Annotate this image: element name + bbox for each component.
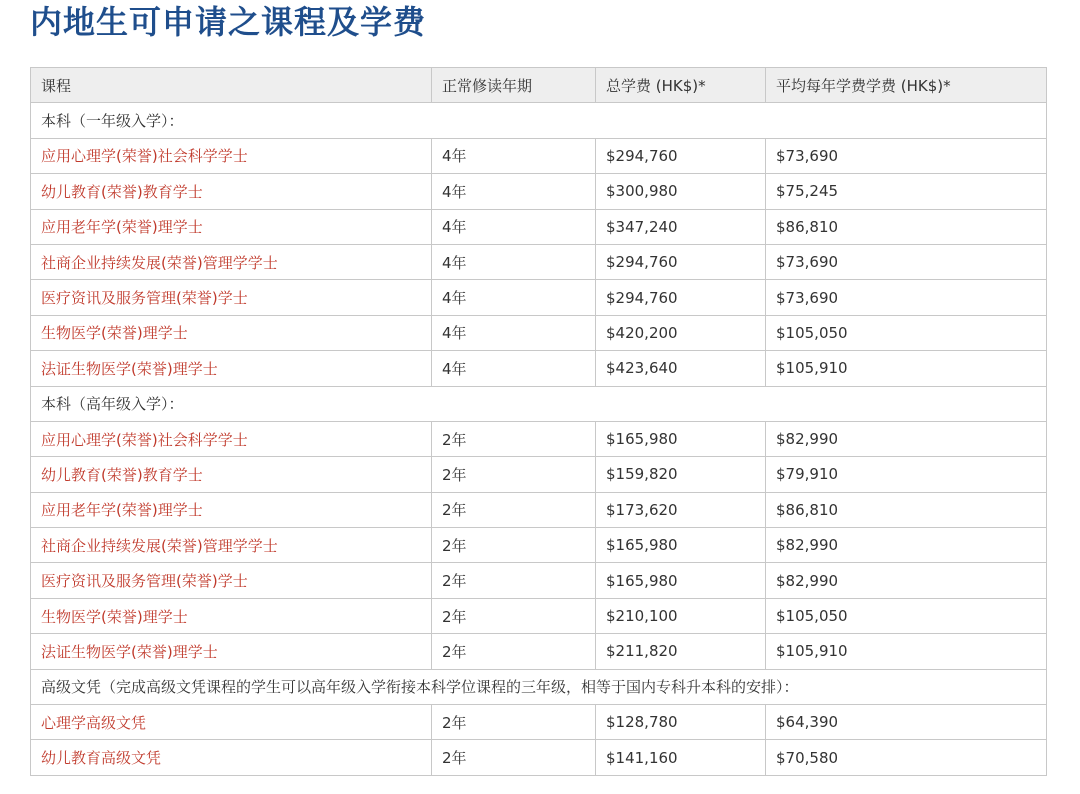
- total-fee-cell: $141,160: [596, 740, 766, 775]
- annual-fee-cell: $82,990: [766, 563, 1047, 598]
- annual-fee-cell: $86,810: [766, 209, 1047, 244]
- duration-cell: 2年: [432, 492, 596, 527]
- total-fee-cell: $210,100: [596, 598, 766, 633]
- course-link[interactable]: 医疗资讯及服务管理(荣誉)学士: [31, 563, 432, 598]
- total-fee-cell: $294,760: [596, 244, 766, 279]
- total-fee-cell: $423,640: [596, 351, 766, 386]
- table-row: [31, 457, 1047, 492]
- annual-fee-cell: $79,910: [766, 457, 1047, 492]
- annual-fee-cell: $64,390: [766, 705, 1047, 740]
- header-annual-fee: 平均每年学费学费 (HK$)*: [766, 68, 1047, 103]
- total-fee-cell: $420,200: [596, 315, 766, 350]
- table-row: [31, 634, 1047, 669]
- total-fee-cell: $294,760: [596, 280, 766, 315]
- table-row: [31, 351, 1047, 386]
- total-fee-cell: $165,980: [596, 421, 766, 456]
- duration-cell: 2年: [432, 705, 596, 740]
- duration-cell: 4年: [432, 174, 596, 209]
- course-link[interactable]: 法证生物医学(荣誉)理学士: [31, 351, 432, 386]
- total-fee-cell: $211,820: [596, 634, 766, 669]
- table-row: [31, 280, 1047, 315]
- duration-cell: 2年: [432, 740, 596, 775]
- duration-cell: 2年: [432, 528, 596, 563]
- annual-fee-cell: $82,990: [766, 528, 1047, 563]
- annual-fee-cell: $105,050: [766, 315, 1047, 350]
- course-link[interactable]: 应用心理学(荣誉)社会科学学士: [31, 421, 432, 456]
- table-row: [31, 705, 1047, 740]
- annual-fee-cell: $73,690: [766, 280, 1047, 315]
- course-link[interactable]: 应用心理学(荣誉)社会科学学士: [31, 138, 432, 173]
- annual-fee-cell: $86,810: [766, 492, 1047, 527]
- duration-cell: 4年: [432, 315, 596, 350]
- annual-fee-cell: $73,690: [766, 138, 1047, 173]
- table-row: [31, 138, 1047, 173]
- annual-fee-cell: $75,245: [766, 174, 1047, 209]
- course-link[interactable]: 心理学高级文凭: [31, 705, 432, 740]
- course-link[interactable]: 幼儿教育高级文凭: [31, 740, 432, 775]
- course-link[interactable]: 幼儿教育(荣誉)教育学士: [31, 174, 432, 209]
- course-link[interactable]: 医疗资讯及服务管理(荣誉)学士: [31, 280, 432, 315]
- annual-fee-cell: $70,580: [766, 740, 1047, 775]
- fee-table: [30, 67, 1047, 776]
- course-link[interactable]: 生物医学(荣誉)理学士: [31, 315, 432, 350]
- header-course: 课程: [31, 68, 432, 103]
- course-link[interactable]: 法证生物医学(荣誉)理学士: [31, 634, 432, 669]
- section-title: 本科（一年级入学）：: [31, 103, 1047, 138]
- header-total-fee: 总学费 (HK$)*: [596, 68, 766, 103]
- duration-cell: 2年: [432, 457, 596, 492]
- course-link[interactable]: 社商企业持续发展(荣誉)管理学学士: [31, 528, 432, 563]
- duration-cell: 2年: [432, 598, 596, 633]
- table-header-row: [31, 68, 1047, 103]
- course-link[interactable]: 应用老年学(荣誉)理学士: [31, 492, 432, 527]
- course-link[interactable]: 社商企业持续发展(荣誉)管理学学士: [31, 244, 432, 279]
- annual-fee-cell: $105,910: [766, 634, 1047, 669]
- course-link[interactable]: 生物医学(荣誉)理学士: [31, 598, 432, 633]
- section-title: 本科（高年级入学）：: [31, 386, 1047, 421]
- total-fee-cell: $165,980: [596, 563, 766, 598]
- duration-cell: 4年: [432, 280, 596, 315]
- duration-cell: 4年: [432, 351, 596, 386]
- header-duration: 正常修读年期: [432, 68, 596, 103]
- table-row: [31, 528, 1047, 563]
- duration-cell: 4年: [432, 209, 596, 244]
- annual-fee-cell: $105,050: [766, 598, 1047, 633]
- section-title: 高级文凭（完成高级文凭课程的学生可以高年级入学衔接本科学位课程的三年级，相等于国内专科升本科的安排）：: [31, 669, 1047, 704]
- total-fee-cell: $165,980: [596, 528, 766, 563]
- table-row: [31, 421, 1047, 456]
- total-fee-cell: $300,980: [596, 174, 766, 209]
- total-fee-cell: $128,780: [596, 705, 766, 740]
- section-row: [31, 103, 1047, 138]
- table-row: [31, 209, 1047, 244]
- section-row: [31, 669, 1047, 704]
- table-row: [31, 563, 1047, 598]
- table-row: [31, 315, 1047, 350]
- table-row: [31, 244, 1047, 279]
- total-fee-cell: $159,820: [596, 457, 766, 492]
- table-row: [31, 598, 1047, 633]
- page-title: 内地生可申请之课程及学费: [30, 3, 427, 41]
- total-fee-cell: $173,620: [596, 492, 766, 527]
- total-fee-cell: $294,760: [596, 138, 766, 173]
- total-fee-cell: $347,240: [596, 209, 766, 244]
- annual-fee-cell: $82,990: [766, 421, 1047, 456]
- duration-cell: 2年: [432, 563, 596, 598]
- table-row: [31, 492, 1047, 527]
- annual-fee-cell: $73,690: [766, 244, 1047, 279]
- duration-cell: 2年: [432, 634, 596, 669]
- section-row: [31, 386, 1047, 421]
- duration-cell: 4年: [432, 138, 596, 173]
- table-row: [31, 174, 1047, 209]
- annual-fee-cell: $105,910: [766, 351, 1047, 386]
- duration-cell: 4年: [432, 244, 596, 279]
- table-row: [31, 740, 1047, 775]
- course-link[interactable]: 幼儿教育(荣誉)教育学士: [31, 457, 432, 492]
- course-link[interactable]: 应用老年学(荣誉)理学士: [31, 209, 432, 244]
- duration-cell: 2年: [432, 421, 596, 456]
